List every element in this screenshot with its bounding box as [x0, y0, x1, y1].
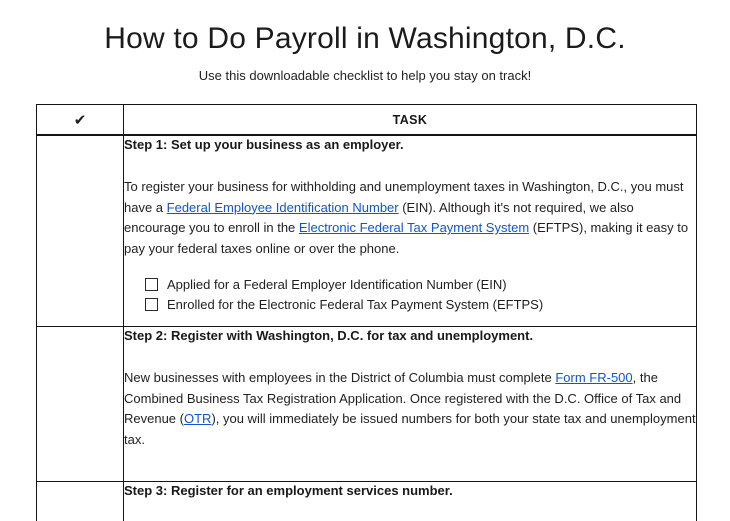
link-federal-ein[interactable]: Federal Employee Identification Number [166, 199, 399, 215]
table-header-row [37, 105, 697, 136]
step-2-paragraph [124, 368, 696, 450]
text-segment: To register your business for withholding and unemployment taxes in Washington, D.C., you must have a [124, 179, 684, 215]
checkmark-icon: ✔ [73, 111, 87, 129]
table-row-step-1 [37, 135, 697, 327]
step-1-checklist [145, 274, 696, 315]
link-eftps[interactable]: Electronic Federal Tax Payment System [298, 220, 530, 235]
page-subtitle: Use this downloadable checklist to help you stay on track! [198, 68, 532, 83]
text-segment: (EIN). Although it's not required, we also encourage you to enroll in the [124, 199, 634, 235]
page-title: How to Do Payroll in Washington, D.C. [104, 22, 626, 55]
task-column-header: TASK [124, 105, 697, 136]
checkbox-label: Enrolled for the Electronic Federal Tax Payment System (EFTPS) [167, 297, 544, 313]
checklist-table [36, 104, 697, 521]
table-row-step-3 [37, 482, 697, 521]
checkbox-ein[interactable] [145, 278, 158, 291]
step-1-heading: Step 1: Set up your business as an employer. [124, 137, 404, 152]
list-item [145, 274, 696, 295]
step-3-heading: Step 3: Register for an employment services number. [124, 483, 453, 498]
task-cell-step-1 [124, 135, 697, 327]
check-column-header [37, 105, 124, 136]
link-form-fr500[interactable]: Form FR-500 [555, 370, 633, 385]
task-cell-step-2 [124, 327, 697, 482]
task-cell-step-3 [124, 482, 697, 521]
text-segment: ), you will immediately be issued numbers for both your state tax and unemployment tax. [124, 411, 696, 447]
table-row-step-2 [37, 327, 697, 482]
checkbox-label: Applied for a Federal Employer Identification Number (EIN) [167, 276, 507, 292]
check-cell [37, 135, 124, 327]
text-segment: (EFTPS), making it easy to pay your federal taxes online or over the phone. [124, 220, 689, 256]
checkbox-eftps[interactable] [145, 298, 158, 311]
link-otr[interactable]: OTR [183, 411, 212, 426]
step-2-heading: Step 2: Register with Washington, D.C. for tax and unemployment. [124, 328, 534, 343]
list-item [145, 295, 696, 316]
check-cell [37, 327, 124, 482]
text-segment: New businesses with employees in the District of Columbia must complete [124, 370, 556, 385]
step-1-paragraph [124, 177, 696, 259]
text-segment: , the Combined Business Tax Registration Application. Once registered with the D.C. Office of Tax and Revenue ( [124, 370, 682, 426]
check-cell [37, 482, 124, 521]
